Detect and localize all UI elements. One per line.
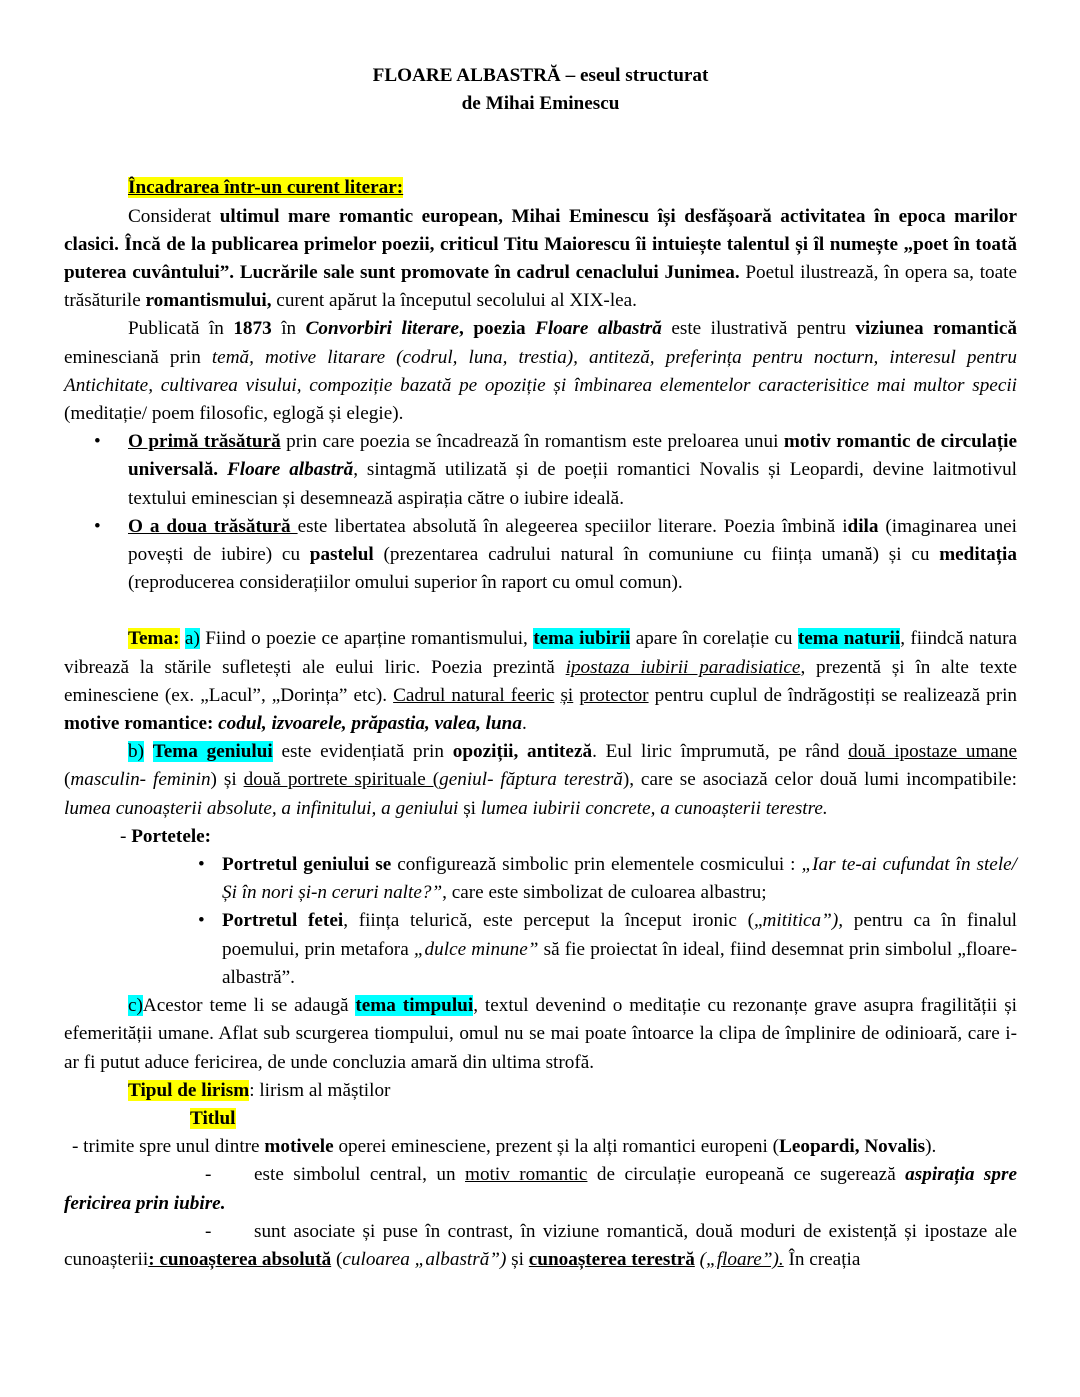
text-run: romantismului,	[145, 290, 272, 312]
paragraph	[64, 1105, 1017, 1133]
text-run: . Eul liric împrumută, pe rând	[592, 741, 849, 763]
text-run: Fiind o poezie ce aparține romantismului,	[199, 628, 534, 650]
text-run: Titlul	[190, 1107, 236, 1129]
text-run: aspirația spre fericirea prin iubire.	[64, 1164, 1017, 1214]
text-run: două ipostaze umane	[848, 741, 1018, 763]
text-run: să fie proiectat în ideal, fiind desemnat prin simbolul „floare-albastră”.	[222, 938, 1017, 988]
text-run: O a doua trăsătură	[128, 515, 298, 537]
text-run: (reproducerea considerațiilor omului superior în raport cu omul comun).	[128, 572, 683, 594]
text-run: a)	[184, 628, 200, 650]
dash-item	[64, 1161, 1017, 1217]
text-run: , ființa telurică, este perceput la început ironic („	[343, 910, 763, 932]
text-run: -	[120, 825, 132, 847]
text-run: Floare albastră	[535, 318, 662, 340]
text-run: masculin- feminin	[70, 769, 211, 791]
text-run: (	[331, 1248, 343, 1270]
text-run: ipostaza iubirii paradisiatice	[565, 656, 801, 678]
text-run: Tema geniului	[152, 741, 273, 763]
text-run: apare în corelație cu	[630, 628, 798, 650]
text-run: pentru cuplul de îndrăgostiți se realizează prin	[648, 684, 1018, 706]
bullet-item	[64, 851, 1017, 907]
text-run: - trimite spre unul dintre	[72, 1136, 265, 1158]
text-run: este libertatea absolută în alegeerea speciilor literare. Poezia îmbină i	[297, 515, 848, 537]
dash-marker: -	[205, 1164, 212, 1186]
text-run: opoziții, antiteză	[452, 741, 593, 763]
document-body	[64, 174, 1017, 1274]
text-run: motivele	[264, 1136, 334, 1158]
document-title: FLOARE ALBASTRĂ – eseul structurat	[372, 65, 709, 86]
text-run: motive romantice:	[64, 713, 219, 735]
paragraph	[64, 823, 1017, 851]
text-run: tema iubirii	[533, 628, 631, 650]
text-run	[144, 741, 153, 762]
text-run: ultimul mare romantic european, Mihai Eminescu își desfășoară activitatea în epoca marilor clasici. Încă de la publicarea primelor poezii, criticul Titu Maiorescu îi intuiește talentul și îl numește „poet în toată puterea cuvântului”. Lucrările sale sunt promovate în cadrul cenaclului Junimea.	[64, 205, 1017, 284]
text-run: O primă trăsătură	[128, 431, 281, 453]
text-run: : cunoașterea absolută	[148, 1248, 332, 1270]
bullet-item	[64, 428, 1017, 513]
text-run: , care este simbolizat de culoarea albastru;	[442, 882, 767, 904]
text-run: prin care poezia se încadrează în romantism este preloarea unui	[280, 431, 784, 453]
text-run: motiv romantic de circulație universală.	[128, 431, 1017, 481]
text-run: , poezia	[459, 318, 536, 340]
text-run: este simbolul central, un	[254, 1164, 466, 1186]
text-run: Floare albastră	[227, 459, 354, 481]
paragraph	[64, 1077, 1017, 1105]
text-run: 1873	[233, 318, 272, 340]
dash-item	[64, 1218, 1017, 1274]
document-subtitle: de Mihai Eminescu	[461, 93, 620, 115]
text-run: tema naturii	[797, 628, 901, 650]
bullet-icon: •	[198, 910, 205, 932]
text-run: codul, izvoarele, prăpastia, valea, luna	[218, 713, 522, 735]
text-run: lumea iubirii concrete, a cunoașterii terestre.	[480, 797, 828, 819]
text-run: Acestor teme li se adaugă	[142, 995, 356, 1017]
text-run: Convorbiri literare	[305, 318, 460, 340]
text-run: tema timpului	[355, 995, 474, 1017]
paragraph	[64, 315, 1017, 428]
text-run: operei eminesciene, prezent și la alți romantici europeni (	[333, 1136, 780, 1158]
text-run: b)	[128, 741, 144, 763]
text-run: temă, motive litarare (codrul, luna, trestia), antiteză, preferința pentru nocturn, interesul pentru Antichitate, cultivarea visului, compoziție bazată pe opoziție și îmbinarea elementelor caracterisitice mai multor specii	[64, 346, 1017, 396]
text-run: (prezentarea cadrului natural în comuniune cu ființa umană) și cu	[373, 544, 940, 566]
text-run: lumea cunoașterii absolute, a infinitului, a geniului	[64, 797, 459, 819]
text-run: , fiindcă natura vibrează la stările sufletești ale eului liric. Poezia prezintă	[64, 628, 1017, 678]
text-run: („floare”).	[699, 1248, 784, 1270]
paragraph	[64, 1133, 1017, 1161]
text-run: (imaginarea unei povești de iubire) cu	[128, 515, 1018, 566]
text-run: pastelul	[309, 544, 374, 566]
text-run: c)	[128, 995, 143, 1017]
bullet-item	[64, 907, 1017, 992]
text-run: eminesciană prin	[64, 346, 212, 368]
text-run: Portretul fetei	[222, 910, 344, 932]
text-run: și	[458, 797, 481, 819]
text-run: În creația	[783, 1248, 861, 1270]
paragraph	[64, 203, 1017, 316]
text-run: ) și	[210, 769, 244, 791]
text-run: viziunea romantică	[855, 318, 1017, 340]
text-run: Poetul ilustrează, în opera sa, toate trăsăturile	[64, 262, 1018, 312]
text-run: Leopardi, Novalis	[779, 1136, 926, 1158]
text-run: în	[271, 318, 306, 340]
paragraph	[64, 174, 1017, 202]
bullet-icon: •	[198, 854, 205, 876]
text-run: Portetele:	[131, 825, 212, 847]
text-run: (	[64, 769, 71, 791]
text-run: , textul devenind o meditație cu rezonanțe grave asupra fragilității și efemerității umane. Aflat sub scurgerea tiompului, omul nu se mai poate întoarce la clipa de împlinire de odinioară, care i-ar fi putut aduce fericirea, de unde concluzia amară din ultima strofă.	[64, 995, 1017, 1073]
text-run: .	[521, 713, 527, 735]
text-run: meditația	[939, 544, 1017, 566]
dash-marker: -	[205, 1220, 212, 1242]
text-run: Încadrarea într-un curent literar:	[128, 177, 404, 199]
text-run: configurează simbolic prin elementele cosmicului :	[391, 854, 802, 876]
text-run: două portrete spirituale (	[243, 769, 440, 791]
bullet-icon: •	[94, 431, 101, 453]
text-run: curent apărut la începutul secolului al XIX-lea.	[271, 290, 637, 312]
paragraph	[64, 625, 1017, 738]
text-run: geniul- făptura terestră	[439, 769, 623, 791]
text-run: motiv romantic	[465, 1164, 588, 1186]
text-run: , prezentă și în alte texte eminesciene (ex. „Lacul”, „Dorința” etc).	[64, 656, 1017, 706]
text-run: : lirism al măștilor	[249, 1079, 391, 1101]
text-run: ).	[925, 1136, 937, 1158]
bullet-icon: •	[94, 515, 101, 537]
text-run: Considerat	[128, 205, 220, 227]
text-run: sunt asociate și puse în contrast, în viziune romantică, două moduri de existență și ipostaze ale cunoașterii	[64, 1220, 1017, 1270]
text-run: și	[506, 1248, 529, 1270]
text-run: protector	[579, 684, 649, 706]
document-page	[64, 62, 1017, 1274]
text-run: de circulație europeană ce sugerează	[587, 1164, 906, 1186]
text-run: este evidențiată prin	[272, 741, 453, 763]
text-run	[218, 459, 227, 480]
text-run: Tipul de lirism	[128, 1079, 250, 1101]
text-run: culoarea „albastră”)	[342, 1248, 507, 1270]
text-run: dila	[847, 515, 879, 537]
paragraph	[64, 738, 1017, 823]
text-run: este ilustrativă pentru	[661, 318, 856, 340]
bullet-item	[64, 513, 1017, 598]
text-run: Tema:	[128, 628, 180, 650]
text-run: mititica”),	[762, 910, 844, 932]
text-run: Portretul geniului se	[222, 854, 392, 876]
text-run: pentru ca în finalul poemului, prin metafora	[222, 910, 1018, 960]
text-run: Publicată în	[128, 318, 234, 340]
text-run: Cadrul natural feeric	[393, 684, 555, 706]
text-run: ), care se asociază celor două lumi incompatibile:	[622, 769, 1018, 791]
text-run: cunoașterea terestră	[528, 1248, 695, 1270]
paragraph	[64, 992, 1017, 1077]
text-run: (meditație/ poem filosofic, eglogă și elegie).	[64, 403, 404, 425]
text-run: „dulce minune”	[413, 938, 539, 960]
text-run: și	[560, 684, 574, 706]
text-run: , sintagmă utilizată și de poeții romantici Novalis și Leopardi, devine laitmotivul textului eminescian și desemnează aspirația către o iubire ideală.	[128, 459, 1017, 509]
text-run: „Iar te-ai cufundat în stele/ Și în nori și-n ceruri nalte?”	[222, 854, 1017, 904]
